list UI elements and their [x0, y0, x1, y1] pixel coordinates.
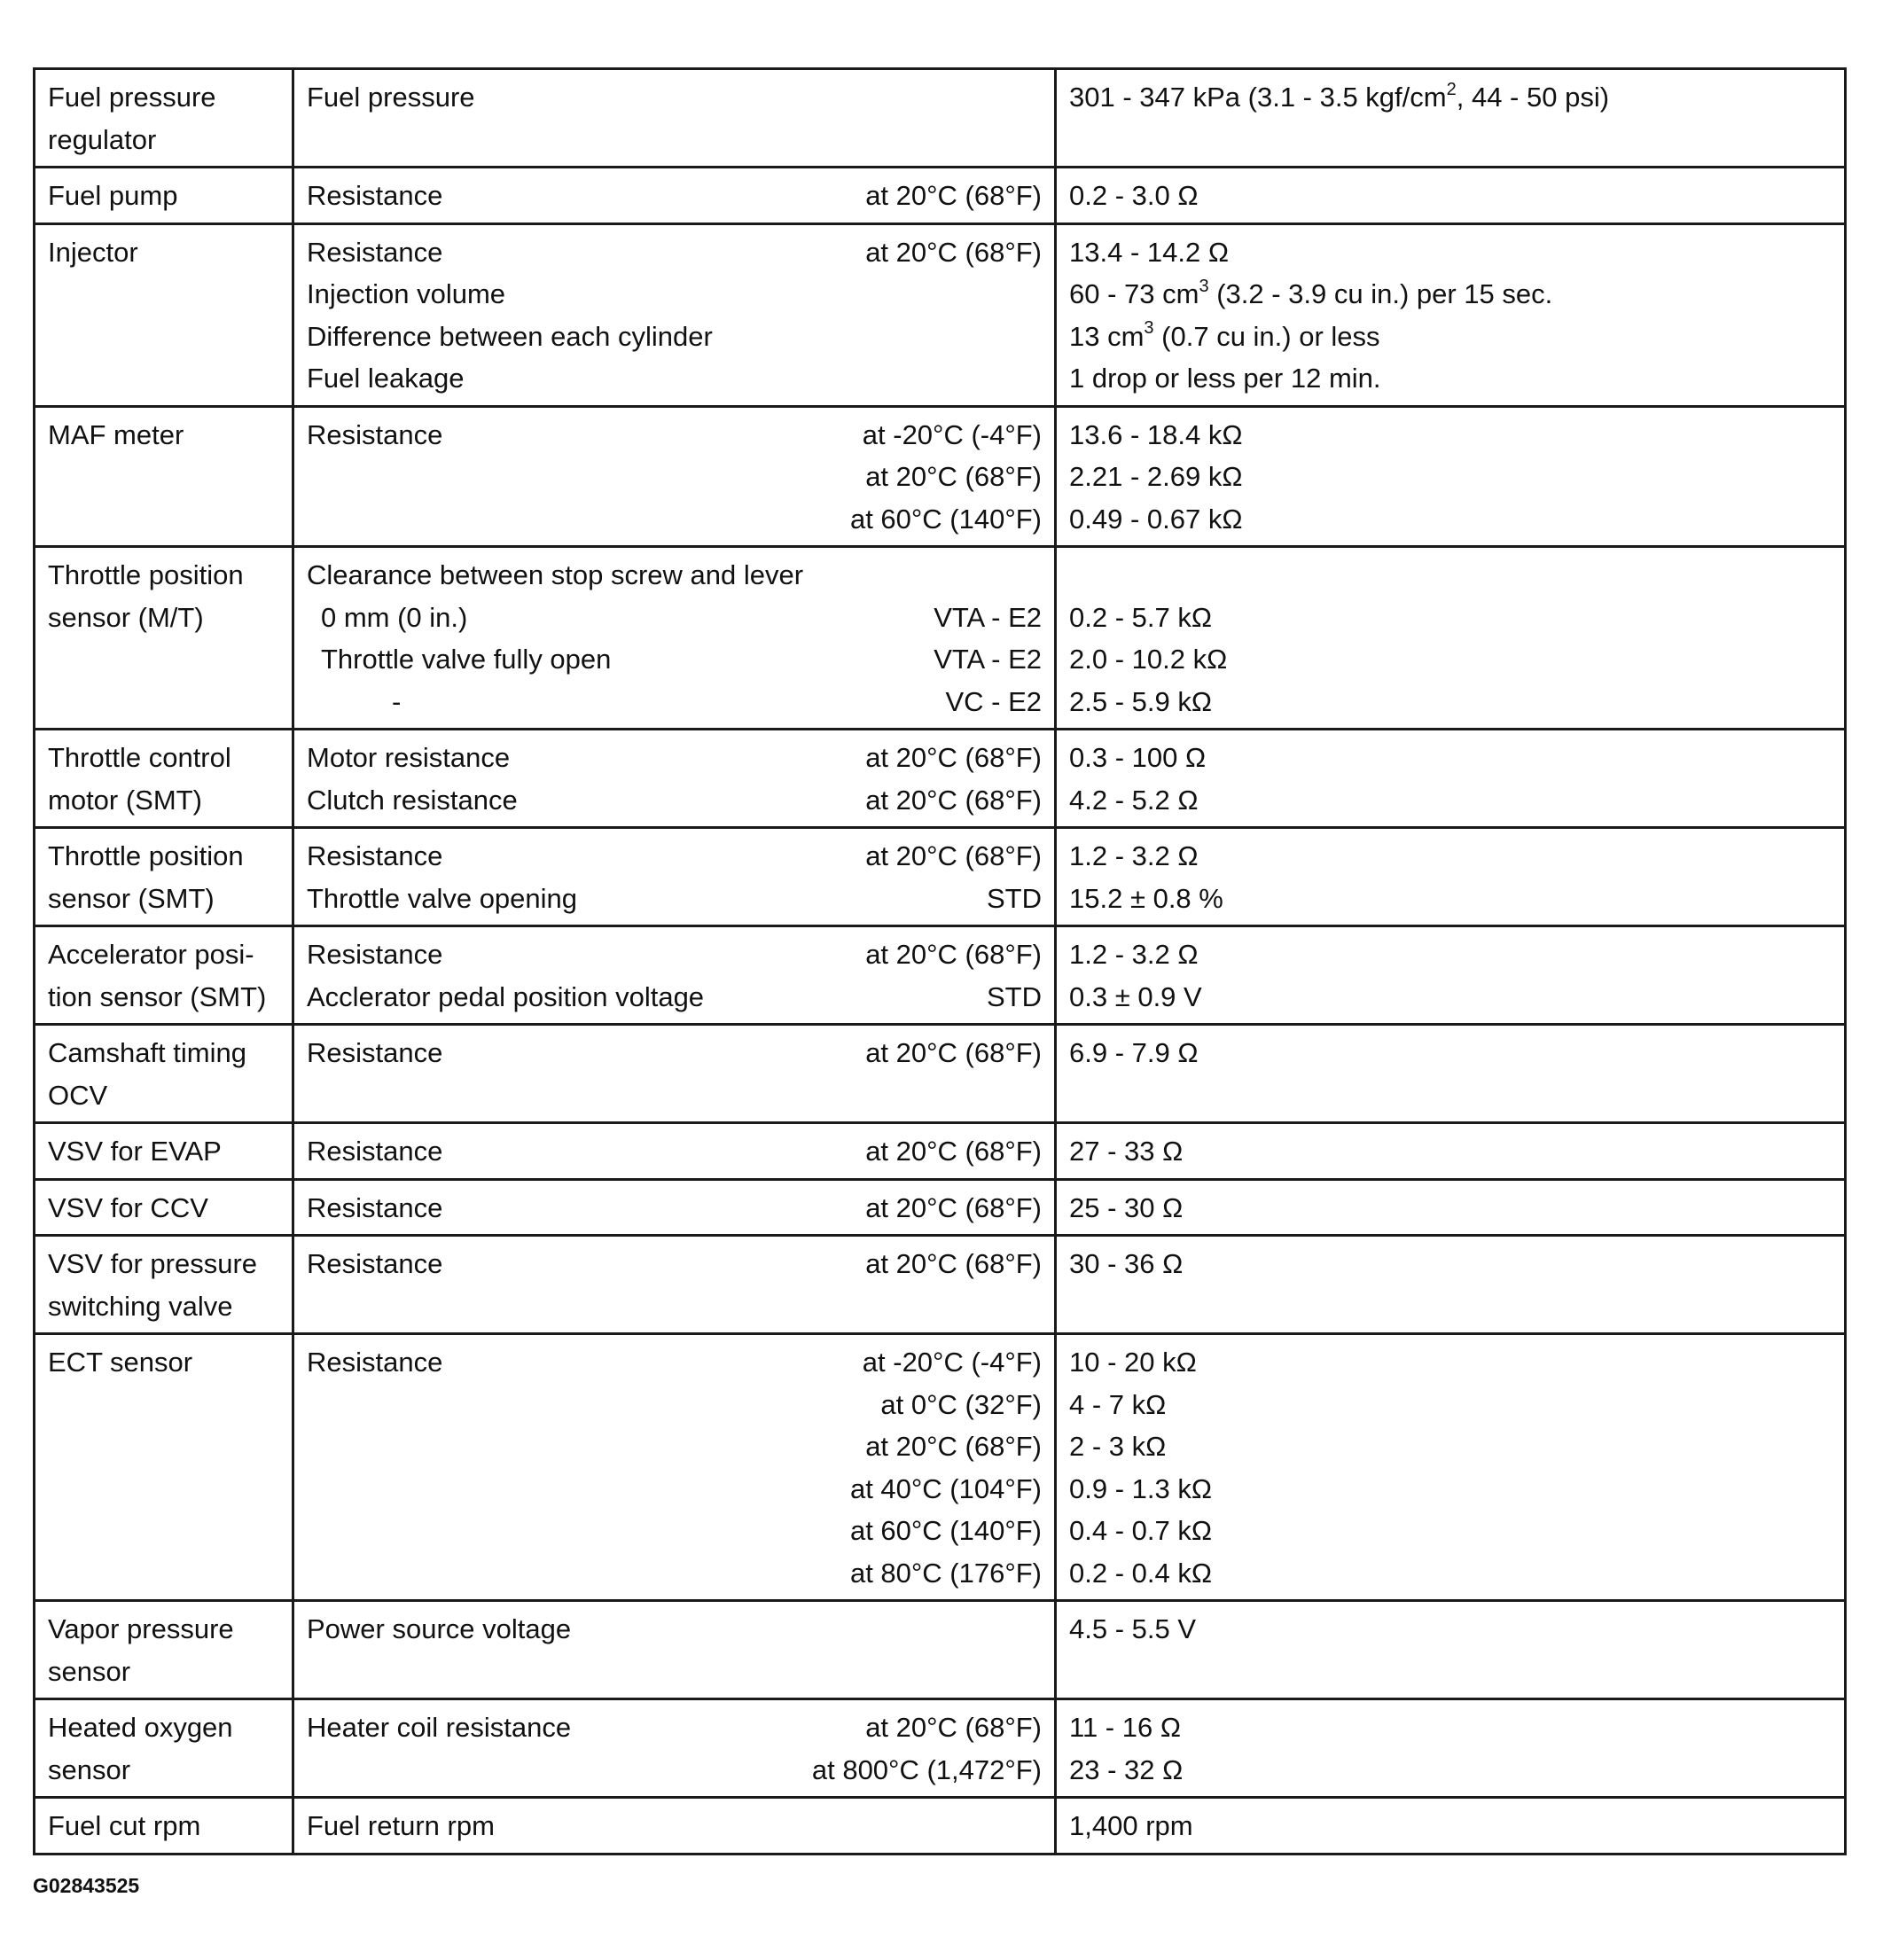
spec-table-body	[35, 69, 1846, 1855]
condition-label: VC - E2	[945, 685, 1042, 717]
item-line	[307, 1032, 1042, 1074]
condition-label: VTA - E2	[934, 601, 1042, 633]
spec-text: 13 cm	[1069, 320, 1145, 352]
item-label: 0 mm (0 in.)	[321, 601, 468, 633]
item-cell	[293, 828, 1056, 926]
table-row	[35, 1798, 1846, 1855]
spec-value	[1069, 835, 1832, 878]
component-name-line: sensor	[48, 1655, 131, 1687]
item-cell	[293, 1699, 1056, 1798]
condition-label: at 20°C (68°F)	[865, 784, 1042, 816]
condition-label: at 20°C (68°F)	[865, 840, 1042, 871]
item-label: Power source voltage	[307, 1613, 572, 1644]
table-row	[35, 1334, 1846, 1601]
condition-label: STD	[987, 980, 1042, 1012]
condition-label: at -20°C (-4°F)	[862, 1347, 1042, 1378]
spec-text: 25 - 30 Ω	[1069, 1191, 1184, 1223]
item-cell	[293, 69, 1056, 168]
item-cell	[293, 547, 1056, 730]
spec-text: 23 - 32 Ω	[1069, 1753, 1184, 1785]
item-label: Resistance	[307, 1191, 443, 1223]
spec-value	[1069, 1749, 1832, 1792]
table-row	[35, 168, 1846, 224]
spec-text: 4 - 7 kΩ	[1069, 1388, 1167, 1420]
item-line	[307, 1749, 1042, 1792]
component-name-line: switching valve	[48, 1290, 233, 1322]
item-line	[307, 498, 1042, 541]
item-line	[307, 1608, 1042, 1651]
spec-text: 0.3 - 100 Ω	[1069, 742, 1207, 773]
component-name-line: Heated oxygen	[48, 1712, 233, 1743]
item-label: Fuel pressure	[307, 82, 475, 113]
spec-text: 1 drop or less per 12 min.	[1069, 363, 1381, 394]
spec-text: 2.0 - 10.2 kΩ	[1069, 644, 1228, 675]
spec-cell	[1056, 223, 1846, 406]
table-row	[35, 926, 1846, 1025]
condition-label: at 60°C (140°F)	[849, 503, 1042, 535]
spec-value	[1069, 878, 1832, 920]
component-name-line: Camshaft timing	[48, 1037, 246, 1068]
spec-text: 0.2 - 5.7 kΩ	[1069, 601, 1213, 633]
spec-text: 4.2 - 5.2 Ω	[1069, 784, 1199, 816]
item-cell	[293, 406, 1056, 547]
item-line	[307, 1510, 1042, 1552]
spec-value	[1069, 1384, 1832, 1426]
component-cell	[35, 926, 293, 1025]
item-line	[307, 976, 1042, 1019]
table-row	[35, 1179, 1846, 1236]
spec-text: 27 - 33 Ω	[1069, 1136, 1184, 1167]
item-label: Resistance	[307, 939, 443, 970]
spec-value	[1069, 231, 1832, 274]
item-line	[307, 835, 1042, 878]
spec-cell	[1056, 406, 1846, 547]
component-name-line: regulator	[48, 123, 157, 155]
item-line	[307, 456, 1042, 498]
component-cell	[35, 406, 293, 547]
item-line	[307, 638, 1042, 681]
component-name-line: OCV	[48, 1079, 108, 1111]
spec-value	[1069, 681, 1832, 723]
spec-value	[1069, 1608, 1832, 1651]
item-label: Acclerator pedal position voltage	[307, 980, 705, 1012]
item-line	[307, 1468, 1042, 1511]
item-line	[307, 357, 1042, 400]
spec-text: 2 - 3 kΩ	[1069, 1431, 1167, 1462]
component-cell	[35, 1798, 293, 1855]
component-name-line: motor (SMT)	[48, 784, 202, 816]
item-label: Resistance	[307, 1136, 443, 1167]
spec-text: 13.4 - 14.2 Ω	[1069, 236, 1230, 268]
spec-value	[1069, 357, 1832, 400]
spec-value	[1069, 1130, 1832, 1173]
component-cell	[35, 1025, 293, 1123]
item-line	[307, 1706, 1042, 1749]
condition-label: at 20°C (68°F)	[865, 1136, 1042, 1167]
spec-cell	[1056, 1123, 1846, 1180]
item-line	[307, 1130, 1042, 1173]
condition-label: at 800°C (1,472°F)	[811, 1753, 1042, 1785]
condition-label: at 20°C (68°F)	[865, 236, 1042, 268]
spec-cell	[1056, 1601, 1846, 1699]
item-line	[307, 231, 1042, 274]
spec-text: 1,400 rpm	[1069, 1810, 1193, 1841]
item-label: Resistance	[307, 418, 443, 450]
spec-superscript: 3	[1144, 318, 1154, 339]
condition-label: at -20°C (-4°F)	[862, 418, 1042, 450]
item-label: Clutch resistance	[307, 784, 518, 816]
component-name-line: Throttle position	[48, 840, 244, 871]
figure-id: G02843525	[33, 1874, 140, 1897]
table-row	[35, 1699, 1846, 1798]
component-cell	[35, 1123, 293, 1180]
spec-text: 0.3 ± 0.9 V	[1069, 980, 1202, 1012]
component-cell	[35, 69, 293, 168]
spec-value	[1069, 976, 1832, 1019]
condition-label: at 20°C (68°F)	[865, 1248, 1042, 1279]
component-name-line: Fuel pump	[48, 180, 178, 211]
spec-value	[1069, 498, 1832, 541]
spec-value	[1069, 1341, 1832, 1384]
component-name-line: Injector	[48, 236, 138, 268]
spec-value	[1069, 1706, 1832, 1749]
spec-text: 0.49 - 0.67 kΩ	[1069, 503, 1243, 535]
spec-value	[1069, 1805, 1832, 1847]
item-line	[307, 273, 1042, 316]
item-line	[307, 681, 1042, 723]
item-line	[307, 933, 1042, 976]
item-line	[307, 1187, 1042, 1230]
spec-value	[1069, 1510, 1832, 1552]
component-cell	[35, 1699, 293, 1798]
spec-text: 2.5 - 5.9 kΩ	[1069, 685, 1213, 717]
item-cell	[293, 1798, 1056, 1855]
spec-value	[1069, 76, 1832, 119]
spec-value	[1069, 1032, 1832, 1074]
spec-text: 301 - 347 kPa (3.1 - 3.5 kgf/cm	[1069, 82, 1447, 113]
spec-value	[1069, 316, 1832, 358]
item-cell	[293, 168, 1056, 224]
spec-value	[1069, 1187, 1832, 1230]
condition-label: at 80°C (176°F)	[849, 1557, 1042, 1589]
spec-text: 10 - 20 kΩ	[1069, 1347, 1197, 1378]
spec-text: 0.2 - 3.0 Ω	[1069, 180, 1199, 211]
table-row	[35, 1236, 1846, 1334]
spec-superscript: 3	[1199, 276, 1209, 296]
spec-text: 1.2 - 3.2 Ω	[1069, 939, 1199, 970]
component-name-line: MAF meter	[48, 418, 184, 450]
condition-label: STD	[987, 882, 1042, 914]
item-line	[307, 414, 1042, 457]
spec-table	[33, 67, 1847, 1855]
component-name-line: sensor (SMT)	[48, 882, 215, 914]
spec-text: 13.6 - 18.4 kΩ	[1069, 418, 1243, 450]
spec-value	[1069, 638, 1832, 681]
component-name-line: Throttle control	[48, 742, 231, 773]
component-cell	[35, 168, 293, 224]
component-cell	[35, 223, 293, 406]
item-label: Resistance	[307, 1347, 443, 1378]
spec-cell	[1056, 926, 1846, 1025]
spec-value	[1069, 597, 1832, 639]
spec-cell	[1056, 1236, 1846, 1334]
spec-text: 4.5 - 5.5 V	[1069, 1613, 1197, 1644]
spec-value	[1069, 273, 1832, 316]
condition-label: at 20°C (68°F)	[865, 180, 1042, 211]
spec-cell	[1056, 69, 1846, 168]
spec-value	[1069, 1243, 1832, 1285]
condition-label: at 60°C (140°F)	[849, 1515, 1042, 1546]
table-row	[35, 1601, 1846, 1699]
item-cell	[293, 1334, 1056, 1601]
spec-cell	[1056, 730, 1846, 828]
table-row	[35, 1025, 1846, 1123]
item-label: Fuel leakage	[307, 363, 465, 394]
item-label: Throttle valve fully open	[321, 644, 612, 675]
spec-value	[1069, 933, 1832, 976]
condition-label: at 20°C (68°F)	[865, 1037, 1042, 1068]
condition-label: at 20°C (68°F)	[865, 1431, 1042, 1462]
spec-value	[1069, 456, 1832, 498]
spec-text: 15.2 ± 0.8 %	[1069, 882, 1223, 914]
item-cell	[293, 1025, 1056, 1123]
component-cell	[35, 1601, 293, 1699]
item-cell	[293, 926, 1056, 1025]
spec-text: 60 - 73 cm	[1069, 278, 1199, 309]
component-name-line: Accelerator posi-	[48, 939, 254, 970]
table-row	[35, 828, 1846, 926]
item-line	[307, 1341, 1042, 1384]
spec-superscript: 2	[1446, 79, 1457, 99]
component-name-line: tion sensor (SMT)	[48, 980, 267, 1012]
item-label: Difference between each cylinder	[307, 320, 713, 352]
item-line	[307, 1243, 1042, 1285]
item-line	[307, 554, 1042, 597]
item-label: Motor resistance	[307, 742, 511, 773]
spec-cell	[1056, 828, 1846, 926]
table-row	[35, 1123, 1846, 1180]
component-cell	[35, 1179, 293, 1236]
item-label: Resistance	[307, 236, 443, 268]
condition-label: at 20°C (68°F)	[865, 1191, 1042, 1223]
item-line	[307, 175, 1042, 217]
spec-value	[1069, 554, 1832, 597]
item-label: Injection volume	[307, 278, 506, 309]
component-name-line: VSV for EVAP	[48, 1136, 222, 1167]
spec-value	[1069, 175, 1832, 217]
item-line	[307, 597, 1042, 639]
item-line	[307, 737, 1042, 779]
spec-value	[1069, 1552, 1832, 1595]
condition-label: at 0°C (32°F)	[880, 1388, 1042, 1420]
spec-cell	[1056, 1179, 1846, 1236]
table-row	[35, 69, 1846, 168]
item-label: Clearance between stop screw and lever	[307, 559, 804, 590]
condition-label: at 40°C (104°F)	[849, 1472, 1042, 1504]
item-label: Resistance	[307, 1248, 443, 1279]
component-name-line: sensor (M/T)	[48, 601, 204, 633]
item-label: Fuel return rpm	[307, 1810, 495, 1841]
spec-text: 1.2 - 3.2 Ω	[1069, 840, 1199, 871]
item-line	[307, 76, 1042, 119]
item-cell	[293, 1179, 1056, 1236]
item-label: Resistance	[307, 840, 443, 871]
component-cell	[35, 547, 293, 730]
spec-cell	[1056, 1699, 1846, 1798]
item-line	[307, 316, 1042, 358]
spec-text: 11 - 16 Ω	[1069, 1712, 1181, 1743]
item-label: Throttle valve opening	[307, 882, 578, 914]
spec-text-tail: (0.7 cu in.) or less	[1153, 320, 1380, 352]
spec-value	[1069, 737, 1832, 779]
item-cell	[293, 730, 1056, 828]
item-line	[307, 1425, 1042, 1468]
item-label: Resistance	[307, 1037, 443, 1068]
component-cell	[35, 1236, 293, 1334]
item-label: Resistance	[307, 180, 443, 211]
spec-text: 0.2 - 0.4 kΩ	[1069, 1557, 1213, 1589]
spec-value	[1069, 779, 1832, 822]
spec-value	[1069, 1468, 1832, 1511]
condition-label: VTA - E2	[934, 644, 1042, 675]
condition-label: at 20°C (68°F)	[865, 1712, 1042, 1743]
item-label: Heater coil resistance	[307, 1712, 572, 1743]
spec-text: 0.4 - 0.7 kΩ	[1069, 1515, 1213, 1546]
component-cell	[35, 730, 293, 828]
spec-text: 30 - 36 Ω	[1069, 1248, 1184, 1279]
component-name-line: sensor	[48, 1753, 131, 1785]
item-cell	[293, 1123, 1056, 1180]
component-name-line: Fuel cut rpm	[48, 1810, 201, 1841]
spec-cell	[1056, 168, 1846, 224]
item-line	[307, 1552, 1042, 1595]
item-line	[307, 1805, 1042, 1847]
component-name-line: VSV for CCV	[48, 1191, 208, 1223]
item-cell	[293, 223, 1056, 406]
item-line	[307, 779, 1042, 822]
spec-text-tail: (3.2 - 3.9 cu in.) per 15 sec.	[1208, 278, 1553, 309]
table-row	[35, 223, 1846, 406]
item-line	[307, 1384, 1042, 1426]
spec-value	[1069, 1425, 1832, 1468]
component-cell	[35, 1334, 293, 1601]
spec-cell	[1056, 1798, 1846, 1855]
table-row	[35, 730, 1846, 828]
item-cell	[293, 1601, 1056, 1699]
spec-cell	[1056, 1025, 1846, 1123]
spec-cell	[1056, 1334, 1846, 1601]
spec-text: 0.9 - 1.3 kΩ	[1069, 1472, 1213, 1504]
component-name-line: Throttle position	[48, 559, 244, 590]
table-row	[35, 406, 1846, 547]
spec-value	[1069, 414, 1832, 457]
spec-text-tail: , 44 - 50 psi)	[1456, 82, 1610, 113]
condition-label: at 20°C (68°F)	[865, 461, 1042, 492]
condition-label: at 20°C (68°F)	[865, 742, 1042, 773]
spec-cell	[1056, 547, 1846, 730]
condition-label: at 20°C (68°F)	[865, 939, 1042, 970]
component-name-line: Vapor pressure	[48, 1613, 234, 1644]
component-name-line: ECT sensor	[48, 1347, 193, 1378]
spec-text: 2.21 - 2.69 kΩ	[1069, 461, 1243, 492]
item-label: -	[392, 685, 402, 717]
item-cell	[293, 1236, 1056, 1334]
spec-text: 6.9 - 7.9 Ω	[1069, 1037, 1199, 1068]
component-name-line: VSV for pressure	[48, 1248, 258, 1279]
table-row	[35, 547, 1846, 730]
component-name-line: Fuel pressure	[48, 82, 216, 113]
component-cell	[35, 828, 293, 926]
item-line	[307, 878, 1042, 920]
